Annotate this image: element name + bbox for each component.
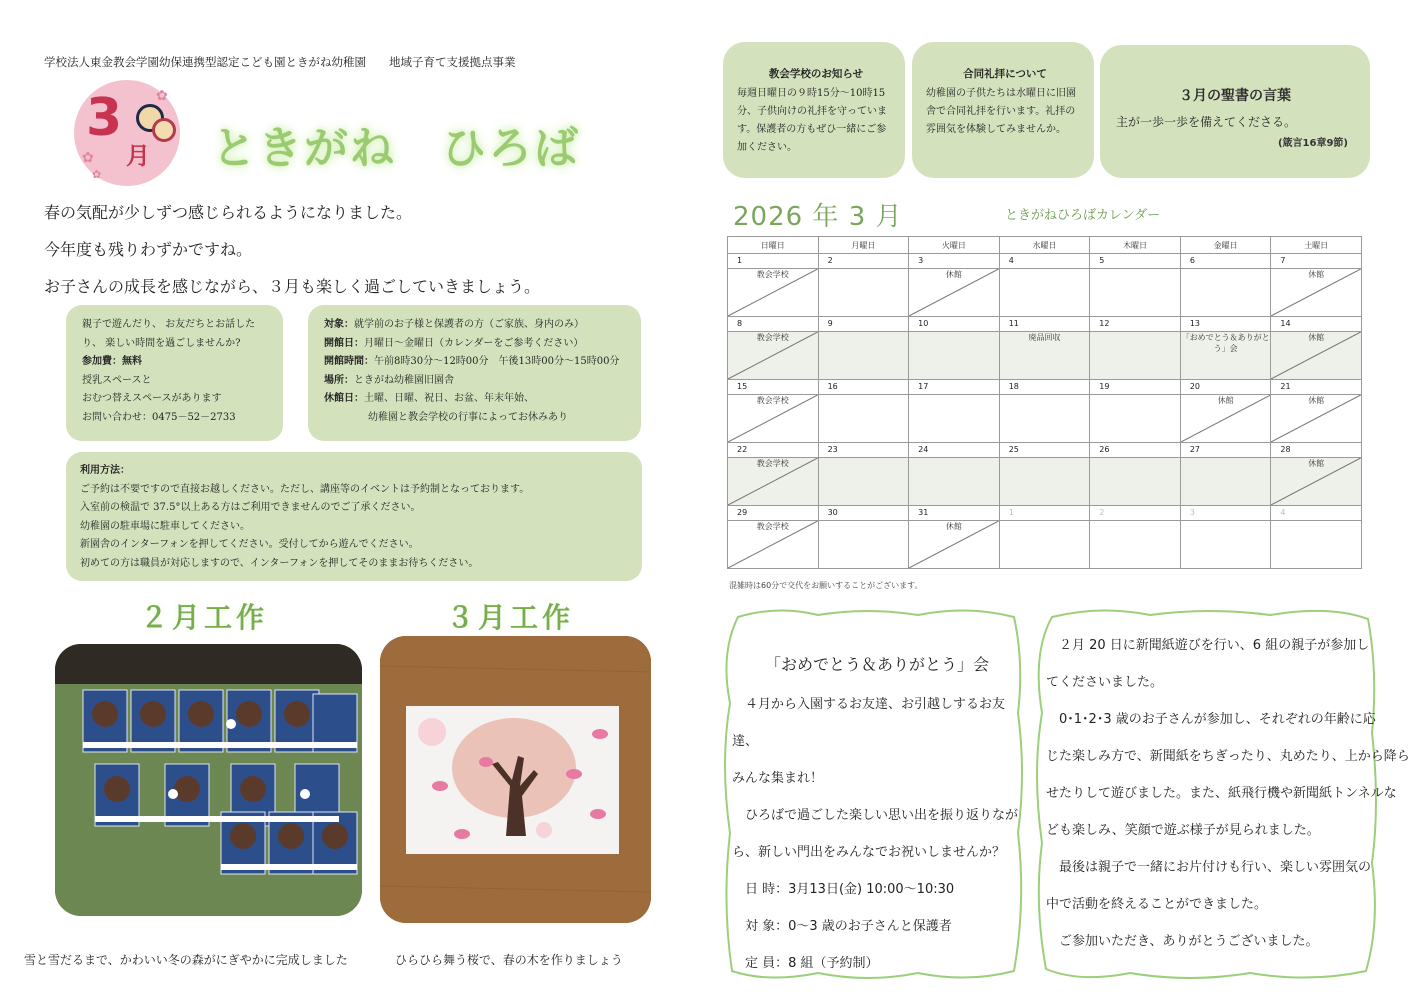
church-school-notice bbox=[723, 42, 905, 178]
mar-craft-caption: ひらひら舞う桜で、春の木を作りましょう bbox=[395, 953, 623, 967]
mar-craft-photo bbox=[380, 636, 651, 923]
calendar-event-cell bbox=[1090, 332, 1181, 380]
calendar-day-number: 9 bbox=[818, 317, 909, 332]
calendar-event-text: 教会学校 bbox=[756, 333, 789, 342]
closed-line: 休館日：土曜、日曜、祝日、お盆、年末年始、 bbox=[324, 393, 534, 404]
calendar-event-text: 休館 bbox=[1308, 459, 1325, 468]
usage-line: 初めての方は職員が対応しますので、インターフォンを押してそのままお待ちください。 bbox=[80, 557, 479, 569]
intro-line-1: 春の気配が少しずつ感じられるようになりました。 bbox=[44, 203, 413, 222]
calendar-event-text: 休館 bbox=[1217, 396, 1234, 405]
calendar-event-cell bbox=[999, 395, 1090, 443]
article-line: せたりして遊びました。また、紙飛行機や新聞紙トンネルな bbox=[1046, 786, 1397, 801]
calendar-event-cell bbox=[728, 521, 819, 569]
calendar-day-number: 10 bbox=[909, 317, 1000, 332]
calendar-event-text: 教会学校 bbox=[756, 522, 789, 531]
joint-worship-notice bbox=[912, 42, 1094, 178]
calendar-day-number: 22 bbox=[728, 443, 819, 458]
joint-worship-body: 幼稚園の子供たちは水曜日に旧園舎で合同礼拝を行います。礼拝の雰囲気を体験してみませんか。 bbox=[926, 88, 1076, 135]
church-school-title: 教会学校のお知らせ bbox=[768, 68, 864, 80]
calendar-day-number: 3 bbox=[909, 254, 1000, 269]
calendar-event-cell bbox=[909, 269, 1000, 317]
mar-craft-title: ３月工作 bbox=[446, 601, 575, 634]
calendar-event-cell bbox=[1180, 269, 1271, 317]
calendar-event-text: 教会学校 bbox=[756, 459, 789, 468]
calendar-event-cell bbox=[909, 395, 1000, 443]
article-line: 定 員：8 組（予約制） bbox=[732, 956, 879, 971]
month-char: 月 bbox=[126, 142, 150, 170]
calendar-day-number: 28 bbox=[1271, 443, 1362, 458]
calendar-event-text: 休館 bbox=[1308, 270, 1325, 279]
calendar-day-number: 17 bbox=[909, 380, 1000, 395]
calendar-date-row bbox=[728, 506, 1362, 521]
feb-craft-photo bbox=[55, 644, 362, 916]
usage-line: 入室前の検温で 37.5°以上ある方はご利用できませんのでご了承ください。 bbox=[80, 502, 421, 513]
calendar-day-number: 29 bbox=[728, 506, 819, 521]
calendar-event-cell bbox=[909, 521, 1000, 569]
joint-worship-title: 合同礼拝について bbox=[963, 68, 1047, 80]
place-line: 場所：ときがね幼稚園旧園舎 bbox=[324, 374, 454, 386]
calendar-event-cell bbox=[1090, 458, 1181, 506]
calendar-event-cell bbox=[999, 332, 1090, 380]
calendar-event-cell bbox=[818, 269, 909, 317]
calendar-event-cell bbox=[728, 332, 819, 380]
article-line: ども楽しみ、笑顔で遊ぶ様子が見られました。 bbox=[1046, 823, 1320, 838]
calendar-day-number: 3 bbox=[1180, 506, 1271, 521]
feb-craft-caption: 雪と雪だるまで、かわいい冬の森がにぎやかに完成しました bbox=[24, 953, 348, 967]
weekday-header: 火曜日 bbox=[909, 237, 1000, 254]
info-box-left bbox=[66, 305, 283, 441]
calendar-event-cell bbox=[1180, 458, 1271, 506]
article-line: ご参加いただき、ありがとうございました。 bbox=[1046, 934, 1319, 949]
article-line: じた楽しみ方で、新聞紙をちぎったり、丸めたり、上から降ら bbox=[1046, 749, 1410, 764]
event-article-title: 「おめでとう＆ありがとう」会 bbox=[764, 655, 989, 674]
calendar-day-number: 8 bbox=[728, 317, 819, 332]
month-number: 3 bbox=[86, 88, 123, 148]
sakura-icon: ✿ bbox=[92, 168, 102, 181]
calendar-day-number: 27 bbox=[1180, 443, 1271, 458]
intro-line-2: 今年度も残りわずかですね。 bbox=[44, 240, 253, 259]
weekday-header: 月曜日 bbox=[818, 237, 909, 254]
calendar-event-cell bbox=[1090, 269, 1181, 317]
usage-line: 新園舎のインターフォンを押してください。受付してから遊んでください。 bbox=[80, 539, 419, 550]
calendar-day-number: 12 bbox=[1090, 317, 1181, 332]
sakura-tree-artwork bbox=[380, 636, 651, 923]
month-badge bbox=[74, 80, 180, 186]
calendar-event-cell bbox=[1180, 521, 1271, 569]
calendar-day-number: 18 bbox=[999, 380, 1090, 395]
calendar-event-cell bbox=[999, 458, 1090, 506]
article-line: てくださいました。 bbox=[1046, 675, 1164, 690]
calendar-event-cell bbox=[1271, 521, 1362, 569]
calendar-day-number: 5 bbox=[1090, 254, 1181, 269]
weekday-header: 木曜日 bbox=[1090, 237, 1181, 254]
calendar-event-row bbox=[728, 332, 1362, 380]
contact-phone: お問い合わせ：0475－52－2733 bbox=[82, 411, 236, 423]
calendar-day-number: 21 bbox=[1271, 380, 1362, 395]
calendar-event-text: 休館 bbox=[945, 522, 962, 531]
article-line: ２月 20 日に新聞紙遊びを行い、6 組の親子が参加し bbox=[1046, 638, 1370, 653]
calendar-event-cell bbox=[1180, 332, 1271, 380]
hours-line: 開館時間：午前8時30分～12時00分 午後13時00分～15時00分 bbox=[324, 356, 620, 367]
calendar-day-number: 15 bbox=[728, 380, 819, 395]
calendar-subtitle: ときがねひろばカレンダー bbox=[1005, 208, 1161, 223]
article-line: みんな集まれ！ bbox=[732, 771, 824, 786]
calendar-event-cell bbox=[1090, 395, 1181, 443]
calendar-day-number: 30 bbox=[818, 506, 909, 521]
usage-title: 利用方法： bbox=[80, 465, 130, 476]
article-line: 対 象：0～3 歳のお子さんと保護者 bbox=[732, 919, 952, 934]
calendar-event-cell bbox=[818, 521, 909, 569]
calendar-date-row bbox=[728, 317, 1362, 332]
calendar-table bbox=[727, 236, 1362, 569]
feb-craft-title: ２月工作 bbox=[140, 601, 269, 634]
organization-header: 学校法人東金教会学園幼保連携型認定こども園ときがね幼稚園 地域子育て支援拠点事業 bbox=[44, 55, 516, 69]
calendar-note: 混雑時は60分で交代をお願いすることがございます。 bbox=[729, 581, 923, 590]
calendar-event-cell bbox=[728, 269, 819, 317]
calendar-event-cell bbox=[909, 458, 1000, 506]
calendar-day-number: 19 bbox=[1090, 380, 1181, 395]
hina-doll-icon bbox=[152, 118, 176, 142]
calendar-date-row bbox=[728, 380, 1362, 395]
calendar-event-text: 休館 bbox=[1308, 333, 1325, 342]
calendar-day-number: 25 bbox=[999, 443, 1090, 458]
calendar-date-row bbox=[728, 254, 1362, 269]
usage-line: 幼稚園の駐車場に駐車してください。 bbox=[80, 520, 250, 532]
weekday-header: 水曜日 bbox=[999, 237, 1090, 254]
report-article-body bbox=[1046, 627, 1410, 960]
calendar-event-cell bbox=[1180, 395, 1271, 443]
bible-verse-title: ３月の聖書の言葉 bbox=[1179, 88, 1291, 104]
church-school-body: 毎週日曜日の９時15分～10時15分、子供向けの礼拝を守っています。保護者の方もぜひ一緒にご参加ください。 bbox=[737, 88, 887, 153]
winter-forest-artwork bbox=[55, 644, 362, 916]
sakura-icon: ✿ bbox=[82, 150, 94, 166]
calendar-day-number: 6 bbox=[1180, 254, 1271, 269]
calendar-event-cell bbox=[999, 269, 1090, 317]
calendar-event-cell bbox=[1271, 458, 1362, 506]
calendar-day-number: 7 bbox=[1271, 254, 1362, 269]
article-line: 中で活動を終えることができました。 bbox=[1046, 897, 1268, 912]
calendar-day-number: 2 bbox=[818, 254, 909, 269]
calendar-day-number: 14 bbox=[1271, 317, 1362, 332]
calendar-day-number: 23 bbox=[818, 443, 909, 458]
calendar-event-cell bbox=[818, 395, 909, 443]
calendar-event-cell bbox=[1271, 332, 1362, 380]
calendar-event-row bbox=[728, 395, 1362, 443]
calendar-day-number: 16 bbox=[818, 380, 909, 395]
calendar-event-text: 教会学校 bbox=[756, 270, 789, 279]
calendar-date-row bbox=[728, 443, 1362, 458]
calendar-event-text: 休館 bbox=[945, 270, 962, 279]
bible-verse-box bbox=[1100, 45, 1370, 178]
bible-verse-text: 主が一歩一歩を備えてくださる。 bbox=[1116, 115, 1297, 129]
calendar-weekday-row bbox=[728, 237, 1362, 254]
fee-line: 参加費：無料 bbox=[82, 356, 142, 367]
calendar-event-text: 「おめでとう＆ありがとう」会 bbox=[1181, 333, 1270, 353]
calendar-title: 2026 年 3 月 bbox=[733, 202, 903, 232]
article-line: ４月から入園するお友達、お引越しするお友達、 bbox=[732, 697, 1006, 749]
sakura-icon: ✿ bbox=[156, 88, 168, 104]
calendar-event-cell bbox=[818, 458, 909, 506]
calendar-day-number: 2 bbox=[1090, 506, 1181, 521]
calendar-event-row bbox=[728, 269, 1362, 317]
article-line: 最後は親子で一緒にお片付けも行い、楽しい雰囲気の bbox=[1046, 860, 1372, 875]
info-text: おむつ替えスペースがあります bbox=[82, 393, 222, 404]
calendar-day-number: 11 bbox=[999, 317, 1090, 332]
calendar-event-cell bbox=[728, 458, 819, 506]
weekday-header: 土曜日 bbox=[1271, 237, 1362, 254]
info-box-right bbox=[308, 305, 641, 441]
article-line: 0･1･2･3 歳のお子さんが参加し、それぞれの年齢に応 bbox=[1046, 712, 1376, 727]
article-line: 日 時：3月13日(金) 10:00～10:30 bbox=[732, 882, 955, 897]
calendar-day-number: 4 bbox=[999, 254, 1090, 269]
calendar-event-cell bbox=[1271, 269, 1362, 317]
bible-verse-reference: (箴言16章9節) bbox=[1277, 138, 1348, 149]
usage-line: ご予約は不要ですので直接お越しください。ただし、講座等のイベントは予約制となっております。 bbox=[80, 483, 530, 495]
event-article-body bbox=[732, 686, 1022, 982]
article-line: ら、新しい門出をみんなでお祝いしませんか？ bbox=[732, 845, 1006, 860]
calendar-day-number: 26 bbox=[1090, 443, 1181, 458]
calendar-event-cell bbox=[1271, 395, 1362, 443]
calendar-event-text: 廃品回収 bbox=[1028, 333, 1061, 342]
calendar-event-cell bbox=[999, 521, 1090, 569]
newsletter-title: ときがね ひろば bbox=[212, 123, 580, 174]
calendar-event-row bbox=[728, 458, 1362, 506]
calendar-day-number: 13 bbox=[1180, 317, 1271, 332]
calendar-event-cell bbox=[909, 332, 1000, 380]
open-days-line: 開館日：月曜日～金曜日（カレンダーをご参考ください） bbox=[324, 337, 584, 349]
weekday-header: 日曜日 bbox=[728, 237, 819, 254]
calendar-day-number: 1 bbox=[728, 254, 819, 269]
calendar-event-text: 教会学校 bbox=[756, 396, 789, 405]
closed-line-2: 幼稚園と教会学校の行事によってお休みあり bbox=[368, 411, 568, 423]
target-line: 対象：就学前のお子様と保護者の方（ご家族、身内のみ） bbox=[324, 319, 584, 330]
info-text: 親子で遊んだり、 お友だちとお話した bbox=[82, 319, 256, 330]
calendar-day-number: 31 bbox=[909, 506, 1000, 521]
info-text: 授乳スペースと bbox=[82, 374, 152, 386]
info-text: り、 楽しい時間を過ごしませんか? bbox=[82, 337, 241, 349]
calendar-day-number: 24 bbox=[909, 443, 1000, 458]
article-line: ひろばで過ごした楽しい思い出を振り返りなが bbox=[732, 808, 1019, 823]
weekday-header: 金曜日 bbox=[1180, 237, 1271, 254]
calendar-event-text: 休館 bbox=[1308, 396, 1325, 405]
usage-box bbox=[66, 452, 642, 581]
calendar-event-cell bbox=[1090, 521, 1181, 569]
calendar-day-number: 4 bbox=[1271, 506, 1362, 521]
calendar-event-row bbox=[728, 521, 1362, 569]
calendar-day-number: 1 bbox=[999, 506, 1090, 521]
calendar-day-number: 20 bbox=[1180, 380, 1271, 395]
calendar-event-cell bbox=[728, 395, 819, 443]
intro-line-3: お子さんの成長を感じながら、３月も楽しく過ごしていきましょう。 bbox=[44, 277, 541, 296]
calendar-event-cell bbox=[818, 332, 909, 380]
